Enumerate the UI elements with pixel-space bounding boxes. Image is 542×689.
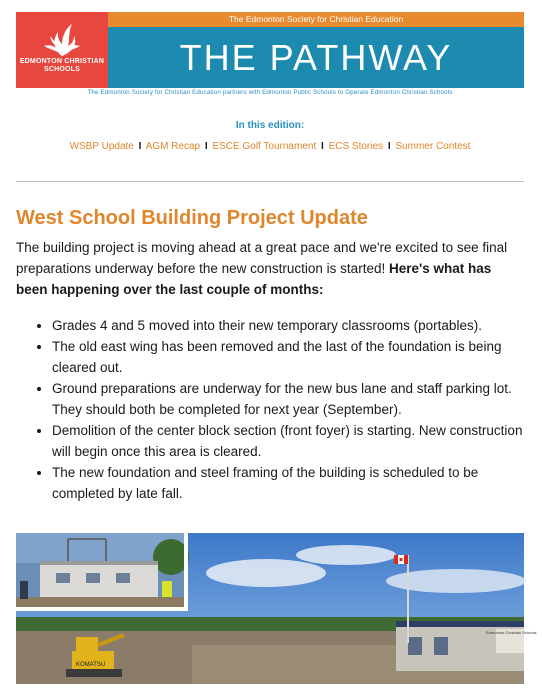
section-divider bbox=[16, 181, 524, 182]
logo-wordmark: EDMONTON CHRISTIAN SCHOOLS bbox=[19, 58, 105, 73]
update-list bbox=[30, 315, 542, 504]
link-separator: I bbox=[387, 141, 391, 152]
article-intro bbox=[16, 237, 526, 300]
edition-link-wsbp[interactable]: WSBP Update bbox=[69, 141, 134, 152]
intro-text: The building project is moving ahead at a great pace and we're excited to see final preparations underway before the new construction is started! bbox=[16, 240, 508, 276]
edition-link-contest[interactable]: Summer Contest bbox=[395, 141, 471, 152]
newsletter-header bbox=[16, 12, 524, 88]
edition-links bbox=[0, 141, 540, 152]
edition-link-golf[interactable]: ESCE Golf Tournament bbox=[212, 141, 317, 152]
ecs-logo[interactable] bbox=[16, 12, 108, 88]
construction-photo-image bbox=[16, 533, 537, 684]
list-item: • The old east wing has been removed and the last of the foundation is being cleared out. bbox=[52, 336, 542, 378]
edition-link-stories[interactable]: ECS Stories bbox=[328, 141, 384, 152]
link-separator: I bbox=[204, 141, 208, 152]
edition-link-agm[interactable]: AGM Recap bbox=[145, 141, 201, 152]
list-item: • Grades 4 and 5 moved into their new temporary classrooms (portables). bbox=[52, 315, 542, 336]
flame-logo-icon bbox=[40, 20, 84, 58]
edition-heading: In this edition: bbox=[235, 120, 305, 131]
list-item: • Ground preparations are underway for the new bus lane and staff parking lot. They should both be completed for next year (September). bbox=[52, 378, 542, 420]
construction-photo-collage bbox=[16, 533, 537, 684]
article-title: West School Building Project Update bbox=[16, 207, 368, 229]
building-sign-label: Edmonton Christian Schools bbox=[486, 630, 537, 635]
list-item: • Demolition of the center block section (front foyer) is starting. New construction will begin once this area is cleared. bbox=[52, 420, 542, 462]
society-strip: The Edmonton Society for Christian Education bbox=[108, 12, 524, 27]
newsletter-title: THE PATHWAY bbox=[108, 27, 524, 88]
list-item: • The new foundation and steel framing of the building is scheduled to be completed by late fall. bbox=[52, 462, 542, 504]
link-separator: I bbox=[138, 141, 142, 152]
intro-bold-text: Here's what has been happening over the last couple of months: bbox=[16, 261, 492, 297]
link-separator: I bbox=[321, 141, 324, 152]
tagline: The Edmonton Society for Christian Education partners with Edmonton Public Schools to Operate Edmonton Christian Schools bbox=[87, 89, 453, 96]
excavator-label: KOMATSU bbox=[76, 662, 106, 668]
